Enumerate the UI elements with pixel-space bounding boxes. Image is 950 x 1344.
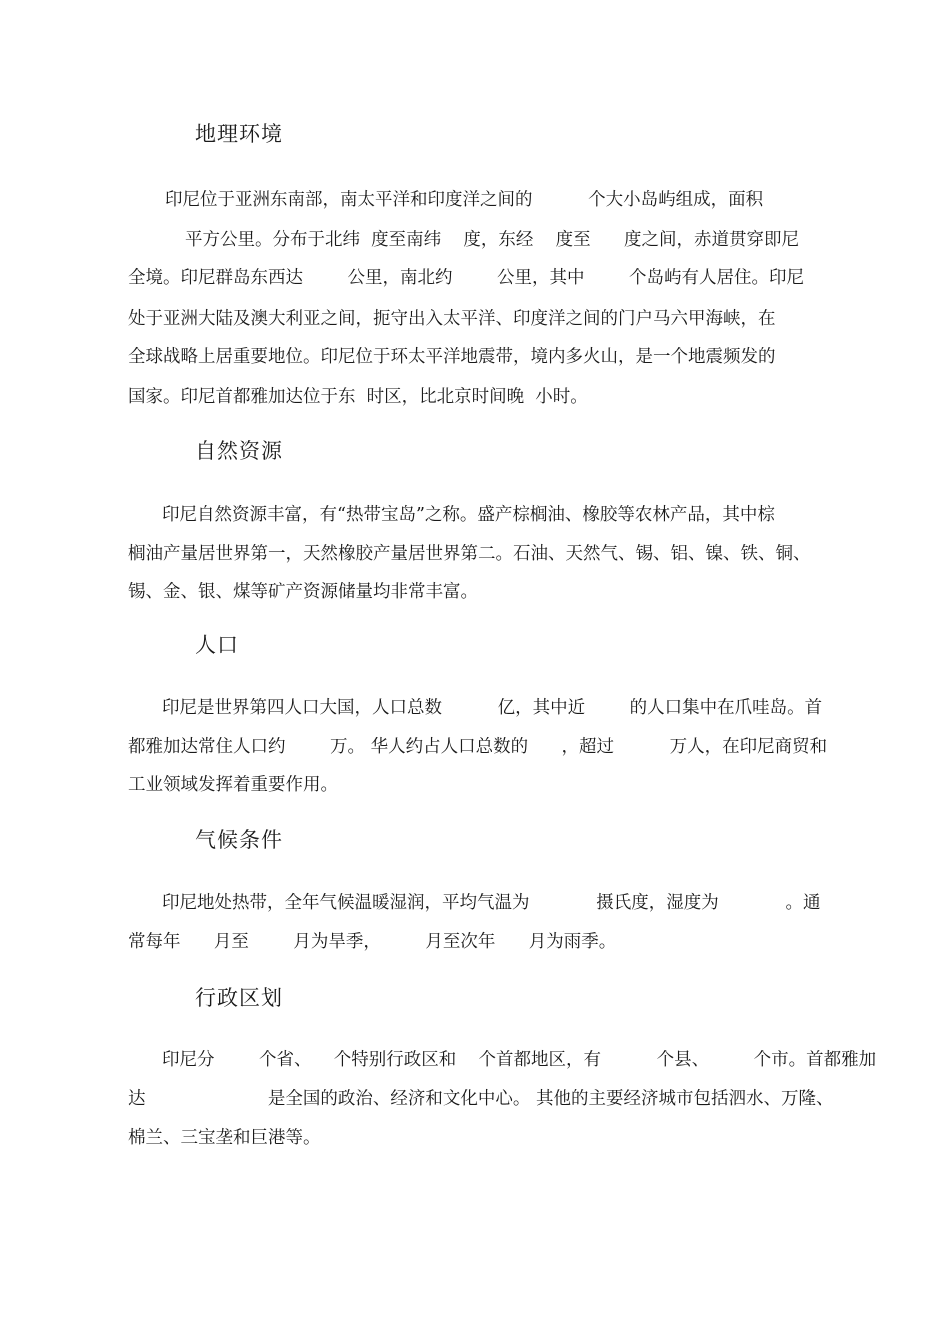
paragraph-line: 榈油产量居世界第一，天然橡胶产量居世界第二。石油、天然气、锡、铝、镍、铁、铜、	[128, 544, 811, 564]
paragraph-line: 全境。印尼群岛东西达 公里，南北约 公里，其中 个岛屿有人居住。印尼	[128, 268, 805, 288]
paragraph-line: 印尼地处热带，全年气候温暖湿润，平均气温为 摄氏度，湿度为 。通	[162, 893, 821, 913]
paragraph-line: 国家。印尼首都雅加达位于东 时区，比北京时间晚 小时。	[128, 387, 588, 407]
paragraph-line: 全球战略上居重要地位。印尼位于环太平洋地震带，境内多火山，是一个地震频发的	[128, 347, 776, 367]
section-heading-climate: 气候条件	[195, 828, 283, 852]
section-heading-administrative-divisions: 行政区划	[195, 986, 283, 1010]
section-heading-population: 人口	[195, 633, 239, 657]
paragraph-line: 印尼是世界第四人口大国，人口总数 亿，其中近 的人口集中在爪哇岛。首	[162, 698, 823, 718]
paragraph-line: 处于亚洲大陆及澳大利亚之间，扼守出入太平洋、印度洋之间的门户马六甲海峡，在	[128, 309, 776, 329]
paragraph-line: 达 是全国的政治、经济和文化中心。 其他的主要经济城市包括泗水、万隆、	[128, 1089, 834, 1109]
paragraph-line: 棉兰、三宝垄和巨港等。	[128, 1128, 321, 1148]
paragraph-line: 平方公里。分布于北纬 度至南纬 度，东经 度至 度之间，赤道贯穿即尼	[185, 230, 800, 250]
paragraph-line: 印尼分 个省、 个特别行政区和 个首都地区，有 个县、 个市。首都雅加	[162, 1050, 877, 1070]
paragraph-line: 印尼位于亚洲东南部，南太平洋和印度洋之间的 个大小岛屿组成，面积	[165, 190, 764, 210]
paragraph-line: 工业领域发挥着重要作用。	[128, 775, 338, 795]
paragraph-line: 都雅加达常住人口约 万。 华人约占人口总数的 ，超过 万人，在印尼商贸和	[128, 737, 828, 757]
paragraph-line: 常每年 月至 月为旱季， 月至次年 月为雨季。	[128, 932, 617, 952]
paragraph-line: 印尼自然资源丰富，有“热带宝岛”之称。盛产棕榈油、橡胶等农林产品，其中棕	[162, 505, 775, 525]
section-heading-geography: 地理环境	[195, 122, 283, 146]
paragraph-line: 锡、金、银、煤等矿产资源储量均非常丰富。	[128, 582, 478, 602]
section-heading-natural-resources: 自然资源	[195, 439, 283, 463]
